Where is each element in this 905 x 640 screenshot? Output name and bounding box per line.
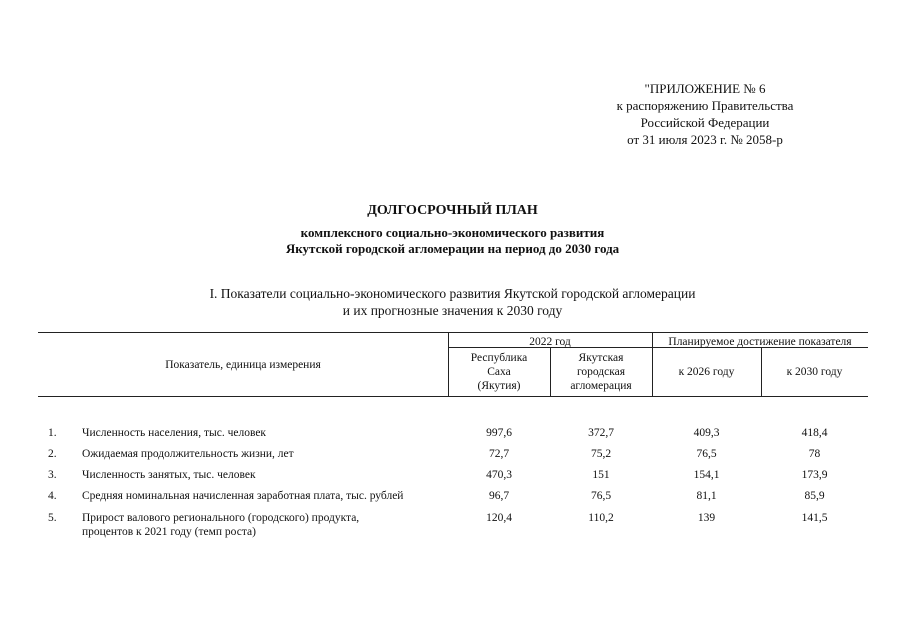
cell-2026: 154,1	[693, 469, 720, 481]
cell-agglomeration: 151	[592, 469, 610, 481]
cell-agglomeration: 76,5	[590, 490, 612, 502]
cell-republic: 470,3	[486, 469, 512, 481]
header-2026: к 2026 году	[678, 366, 735, 378]
header-agglomeration-line1: Якутская	[578, 352, 624, 364]
header-republic-line2: Саха	[487, 366, 511, 378]
document-subtitle	[0, 225, 905, 257]
document-title: ДОЛГОСРОЧНЫЙ ПЛАН	[367, 203, 538, 218]
section-heading	[0, 285, 905, 319]
section-heading-line2: и их прогнозные значения к 2030 году	[342, 303, 563, 318]
header-2030: к 2030 году	[786, 366, 843, 378]
header-republic-line1: Республика	[470, 352, 528, 364]
cell-2030: 173,9	[801, 469, 828, 481]
cell-2026: 81,1	[696, 490, 717, 502]
cell-republic: 120,4	[486, 512, 512, 524]
row-indicator-name: Численность занятых, тыс. человек	[82, 469, 256, 481]
document-subtitle-line2: Якутской городской агломерации на период до 2030 года	[285, 241, 620, 256]
row-indicator-name: Средняя номинальная начисленная заработная плата, тыс. рублей	[82, 490, 404, 502]
cell-agglomeration: 110,2	[588, 512, 614, 524]
header-planned: Планируемое достижение показателя	[668, 336, 852, 348]
header-republic	[448, 351, 550, 393]
cell-2030: 78	[808, 448, 821, 460]
table-header-bottom-rule	[38, 396, 868, 397]
header-agglomeration	[550, 351, 652, 393]
row-indicator-name	[82, 511, 462, 539]
cell-2026: 76,5	[696, 448, 717, 460]
cell-2030: 141,5	[801, 512, 828, 524]
header-agglomeration-line2: городская	[576, 366, 626, 378]
appendix-date: от 31 июля 2023 г. № 2058-р	[627, 132, 783, 147]
row-number: 1.	[48, 427, 57, 439]
cell-republic: 96,7	[488, 490, 510, 502]
cell-agglomeration: 372,7	[588, 427, 614, 439]
row-indicator-name: Ожидаемая продолжительность жизни, лет	[82, 448, 294, 460]
cell-2026: 409,3	[693, 427, 720, 439]
header-republic-line3: (Якутия)	[477, 380, 521, 392]
appendix-header	[560, 80, 850, 148]
appendix-title: "ПРИЛОЖЕНИЕ № 6	[644, 81, 766, 96]
cell-republic: 997,6	[486, 427, 512, 439]
cell-2026: 139	[697, 512, 716, 524]
section-heading-line1: I. Показатели социально-экономического развития Якутской городской агломерации	[209, 286, 696, 301]
cell-republic: 72,7	[488, 448, 510, 460]
row-indicator-name-line1: Прирост валового регионального (городского) продукта,	[82, 512, 360, 524]
header-indicator: Показатель, единица измерения	[165, 359, 321, 371]
cell-2030: 418,4	[801, 427, 828, 439]
appendix-decree-ref: к распоряжению Правительства	[616, 98, 794, 113]
header-agglomeration-line3: агломерация	[570, 380, 632, 392]
cell-2030: 85,9	[804, 490, 825, 502]
document-subtitle-line1: комплексного социально-экономического развития	[300, 225, 605, 240]
table-top-rule	[38, 332, 868, 333]
row-indicator-name: Численность населения, тыс. человек	[82, 427, 267, 439]
row-number: 4.	[48, 490, 57, 502]
cell-agglomeration: 75,2	[590, 448, 612, 460]
row-number: 5.	[48, 512, 57, 524]
row-number: 2.	[48, 448, 57, 460]
row-number: 3.	[48, 469, 57, 481]
appendix-authority: Российской Федерации	[640, 115, 770, 130]
header-year-2022: 2022 год	[529, 336, 571, 348]
row-indicator-name-line2: процентов к 2021 году (темп роста)	[82, 526, 256, 538]
